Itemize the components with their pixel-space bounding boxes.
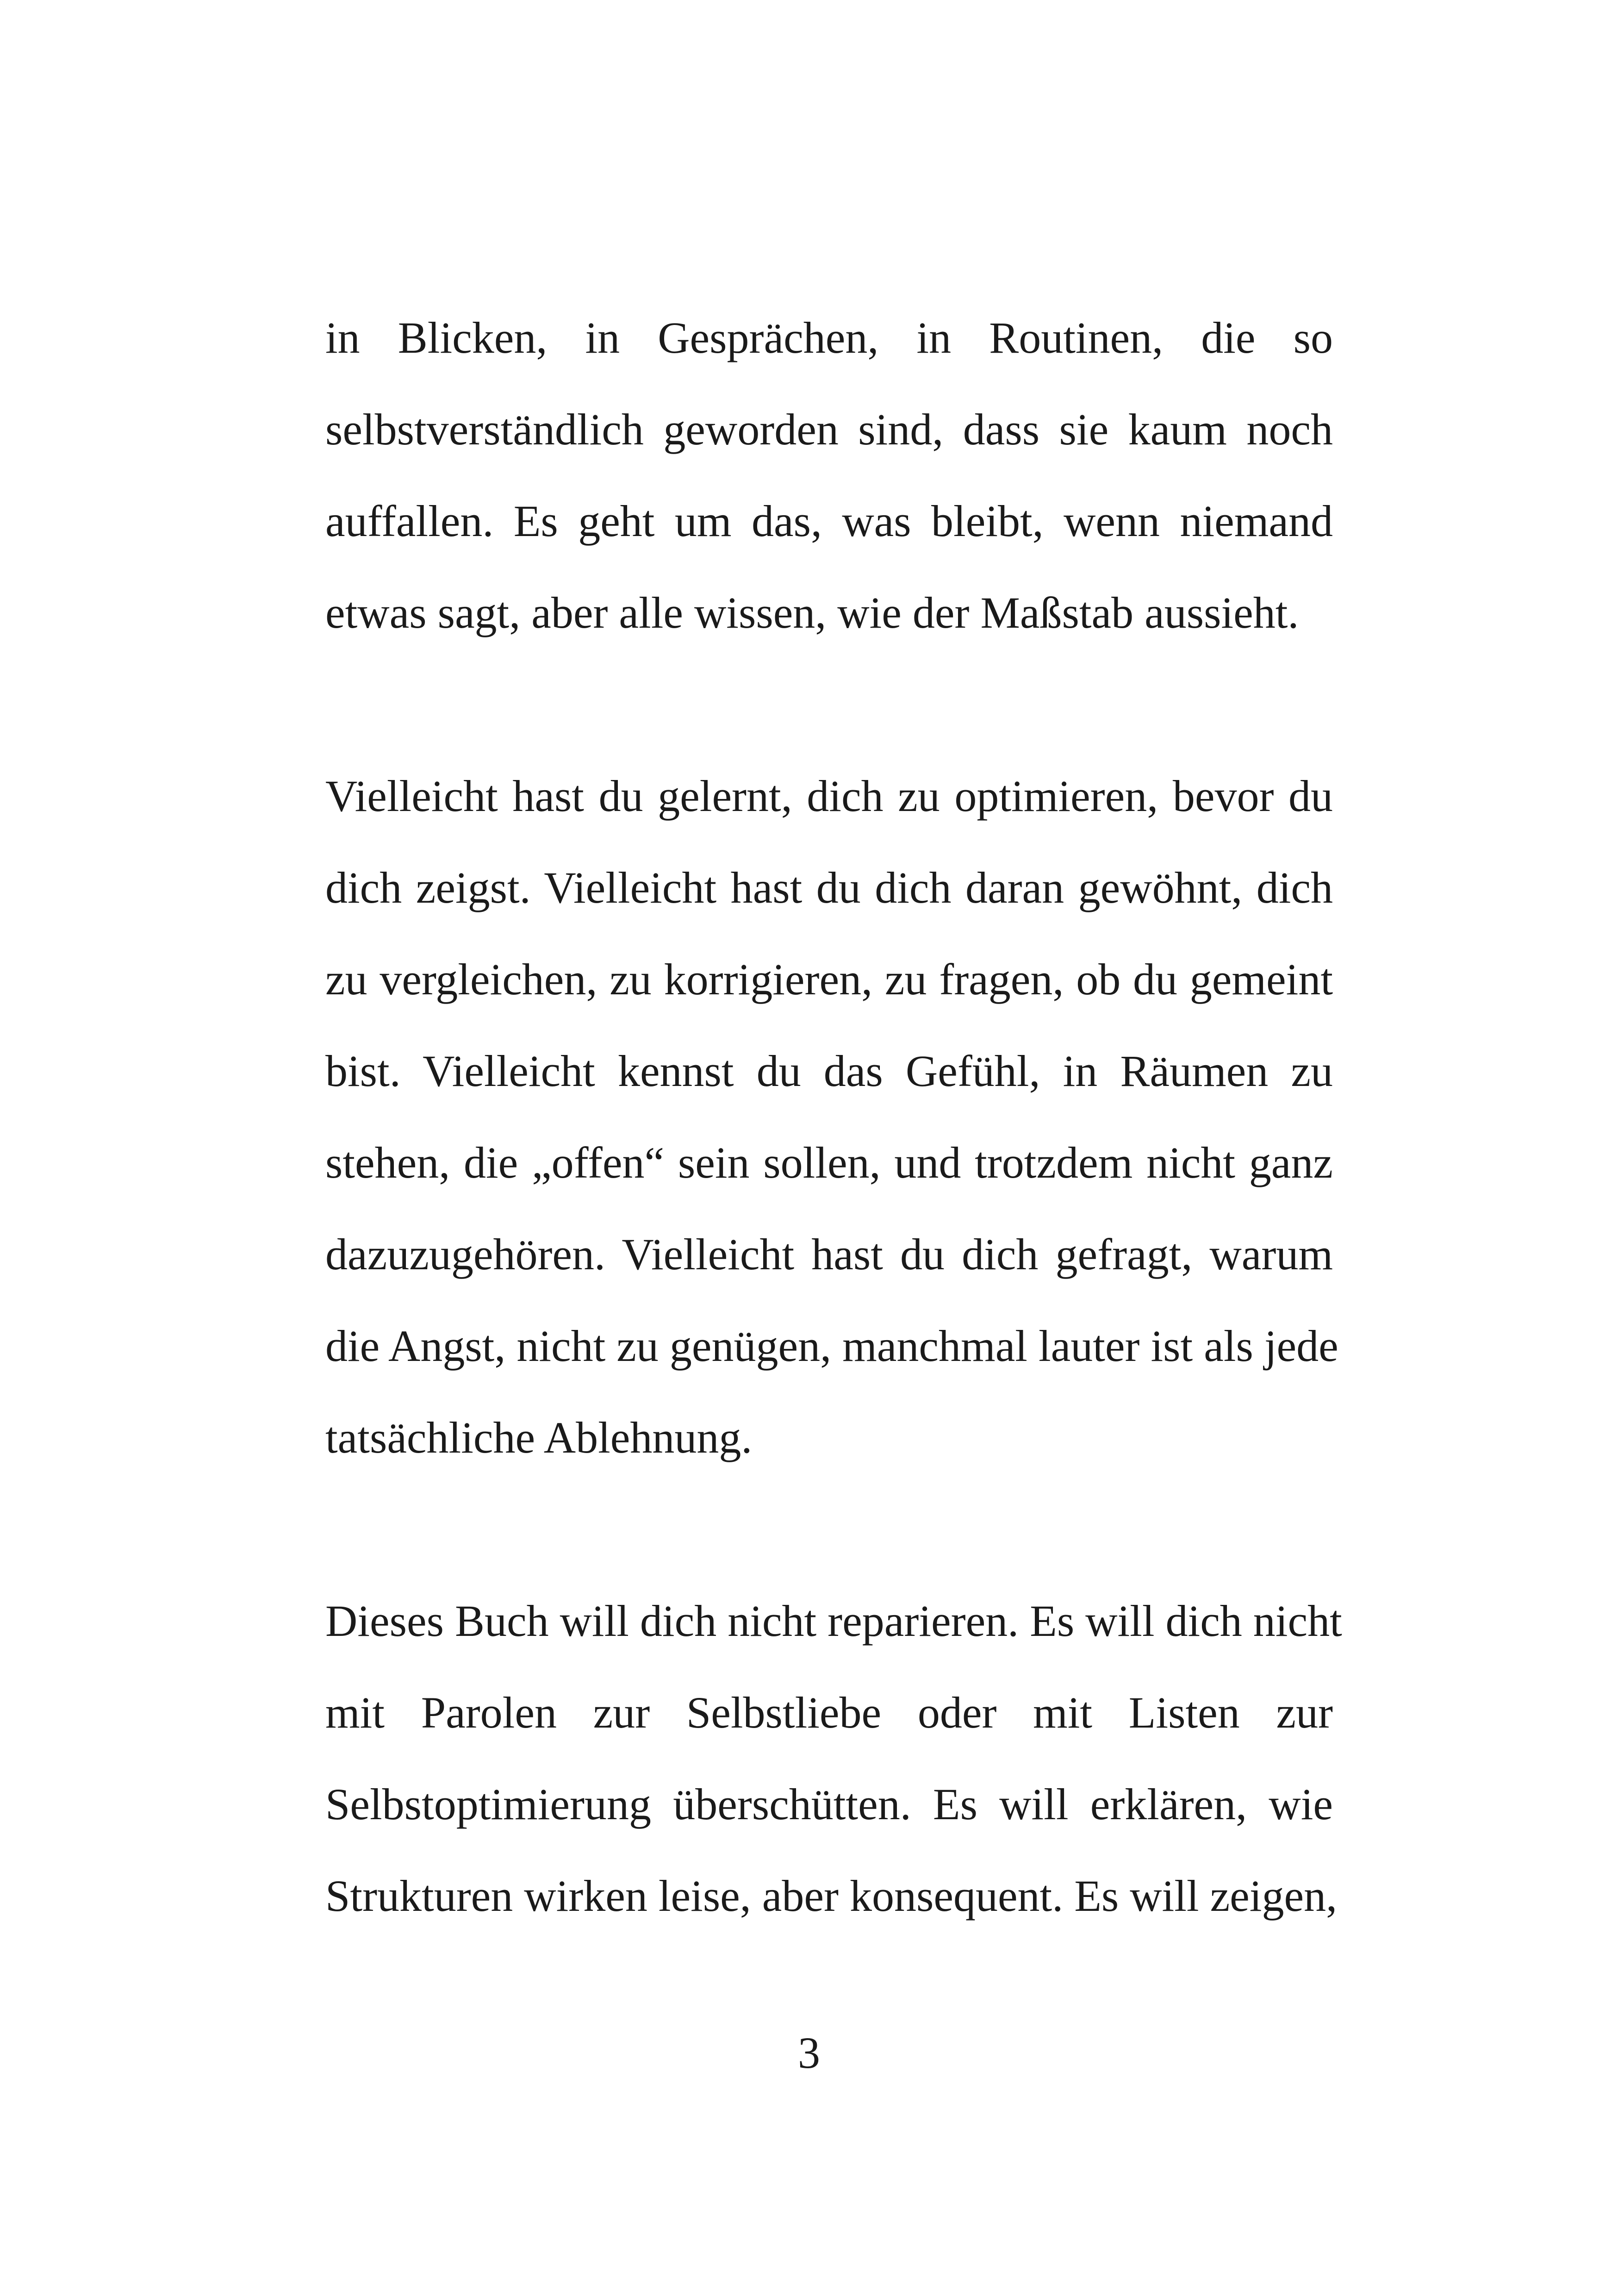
text-line: Vielleicht hast du gelernt, dich zu optimieren, bevor du — [325, 771, 1333, 821]
text-line: dich zeigst. Vielleicht hast du dich daran gewöhnt, dich — [325, 863, 1333, 912]
text-line: zu vergleichen, zu korrigieren, zu fragen, ob du gemeint — [325, 955, 1333, 1004]
text-line: in Blicken, in Gesprächen, in Routinen, die so — [325, 313, 1333, 362]
text-line: selbstverständlich geworden sind, dass sie kaum noch — [325, 405, 1333, 454]
text-line: Strukturen wirken leise, aber konsequent. Es will zeigen, — [325, 1871, 1338, 1921]
text-line: bist. Vielleicht kennst du das Gefühl, in Räumen zu — [325, 1046, 1333, 1096]
text-line: etwas sagt, aber alle wissen, wie der Maßstab aussieht. — [325, 588, 1299, 637]
text-line: auffallen. Es geht um das, was bleibt, wenn niemand — [325, 496, 1333, 546]
page-number: 3 — [798, 2028, 820, 2078]
text-line: tatsächliche Ablehnung. — [325, 1413, 753, 1462]
text-line: Selbstoptimierung überschütten. Es will erklären, wie — [325, 1779, 1333, 1829]
text-line: dazuzugehören. Vielleicht hast du dich gefragt, warum — [325, 1229, 1333, 1279]
text-line: mit Parolen zur Selbstliebe oder mit Listen zur — [325, 1688, 1333, 1737]
text-line: Dieses Buch will dich nicht reparieren. Es will dich nicht — [325, 1596, 1342, 1646]
text-line: stehen, die „offen“ sein sollen, und trotzdem nicht ganz — [325, 1138, 1333, 1187]
text-line: die Angst, nicht zu genügen, manchmal lauter ist als jede — [325, 1321, 1338, 1371]
